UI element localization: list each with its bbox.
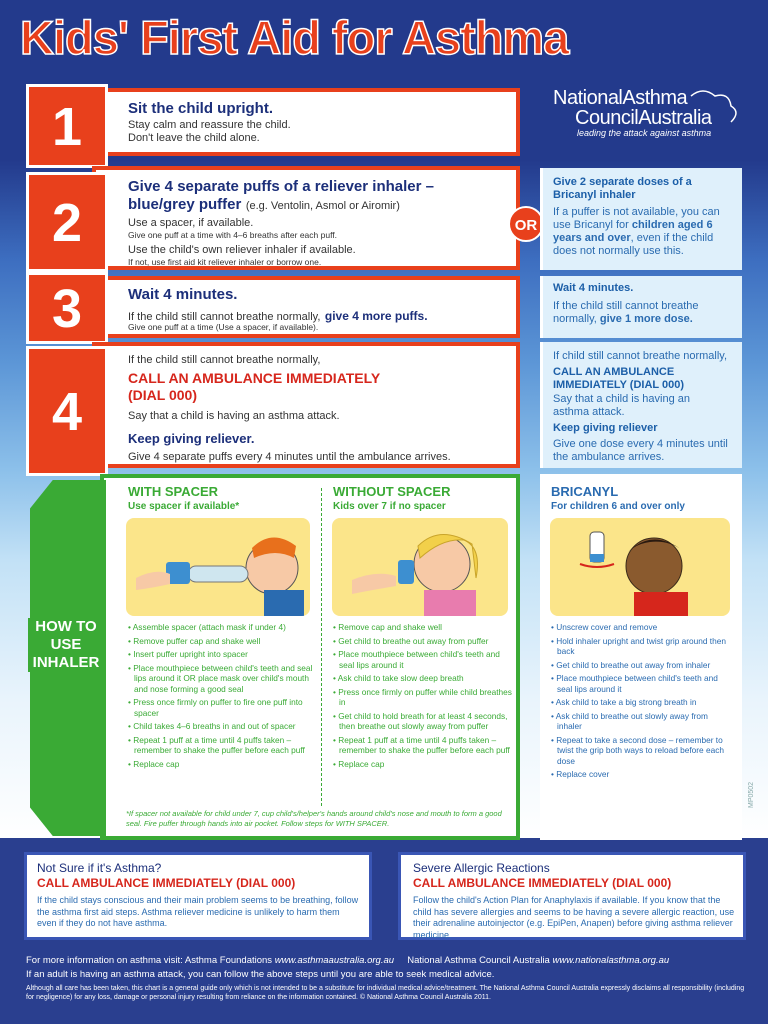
step-4-number: 4 — [26, 346, 108, 476]
info-line1 — [26, 955, 756, 967]
list-item: • Replace cover — [551, 769, 610, 779]
step-4-intro: If the child still cannot breathe normally, — [128, 354, 321, 366]
bricanyl-illustration — [550, 518, 730, 616]
side-s2-body-a: If a puffer is not available, you can use Bricanyl for — [553, 206, 720, 231]
list-item: • Get child to hold breath for at least 4 seconds, then breathe out slowly away from puffer — [333, 710, 508, 731]
spacer-sub: Use spacer if available* — [128, 501, 240, 512]
spacer-steps — [128, 622, 316, 772]
nospacer-illustration — [332, 518, 508, 616]
step-2-line2: Use the child's own reliever inhaler if available. — [128, 244, 356, 256]
list-item: • Press once firmly on puffer while child breathes in — [333, 686, 512, 707]
allergic-box — [398, 852, 746, 940]
list-item: • Repeat to take a second dose – remember to twist the grip both ways to reload before each dose — [551, 734, 724, 766]
step-3-number: 3 — [26, 272, 108, 344]
step-2-line1: Use a spacer, if available. — [128, 217, 254, 229]
spacer-heading: WITH SPACER — [128, 484, 219, 499]
spacer-illustration — [126, 518, 310, 616]
logo-line2: CouncilAustralia — [575, 107, 712, 129]
side-s2-body-c: , even if the child does not normally use this. — [553, 232, 714, 257]
list-item: • Replace cap — [333, 758, 385, 769]
column-divider — [321, 488, 322, 806]
list-item: • Ask child to breathe out slowly away from inhaler — [551, 710, 708, 731]
step-4-alert2: (DIAL 000) — [128, 387, 197, 403]
list-item: • Place mouthpiece between child's teeth and seal lips around it OR place mask over child's mouth and nose forming a good seal — [128, 662, 313, 694]
side-s2-body — [553, 206, 739, 258]
side-s4-head: Keep giving reliever — [553, 422, 658, 434]
step-1-line2: Don't leave the child alone. — [128, 132, 260, 144]
step-3-box — [92, 276, 520, 338]
step-1-heading: Sit the child upright. — [128, 100, 273, 117]
spacer-note: *If spacer not available for child under 7, cup child's/helper's hands around child's nose and mouth to form a good seal. Fire puffer through hands into air pocket. Follow steps for WITH SPACER. — [126, 809, 502, 828]
side-step-2 — [540, 168, 742, 270]
step-1-box — [92, 88, 520, 156]
list-item: • Get child to breathe out away from inhaler — [551, 659, 711, 670]
not-sure-body: If the child stays conscious and their main problem seems to be breathing, follow the asthma first aid steps. Asthma reliever medicine is unlikely to harm them even if they do not have asthma. — [37, 895, 359, 928]
list-item: • Hold inhaler upright and twist grip around then back — [551, 635, 726, 656]
allergic-alert: CALL AMBULANCE IMMEDIATELY (DIAL 000) — [413, 876, 672, 890]
national-asthma-link[interactable]: www.nationalasthma.org.au — [552, 955, 670, 966]
info-asthma-foundations: For more information on asthma visit: Asthma Foundations — [26, 955, 273, 966]
side-s3-body — [553, 300, 739, 326]
step-2-small1: Give one puff at a time with 4–6 breaths after each puff. — [128, 230, 338, 240]
asthma-australia-link[interactable]: www.asthmaaustralia.org.au — [274, 955, 395, 966]
list-item: • Child takes 4–6 breaths in and out of spacer — [128, 721, 296, 731]
side-s4-line2: Give one dose every 4 minutes until the ambulance arrives. — [553, 438, 728, 463]
list-item: • Ask child to take slow deep breath — [333, 673, 464, 683]
step-4-alert1: CALL AN AMBULANCE IMMEDIATELY — [128, 370, 381, 386]
bricanyl-steps — [551, 622, 733, 783]
logo-tagline: leading the attack against asthma — [577, 128, 712, 138]
page-title: Kids' First Aid for Asthma — [20, 11, 569, 64]
list-item: • Unscrew cover and remove — [551, 622, 658, 632]
step-4-line1: Say that a child is having an asthma attack. — [128, 410, 340, 422]
list-item: • Place mouthpiece between child's teeth and seal lips around it — [333, 649, 500, 670]
list-item: • Ask child to take a big strong breath in — [551, 697, 697, 707]
step-4-box — [92, 342, 520, 468]
step-2-small2: If not, use first aid kit reliever inhaler or borrow one. — [128, 257, 322, 267]
step-3-small: Give one puff at a time (Use a spacer, if available). — [128, 322, 319, 332]
step-2-box — [92, 166, 520, 270]
side-s4-intro: If child still cannot breathe normally, — [553, 350, 728, 362]
step-2-heading2: blue/grey puffer — [128, 196, 242, 213]
or-badge: OR — [508, 206, 544, 242]
step-3-line-b: give 4 more puffs. — [324, 309, 428, 323]
side-s3-head: Wait 4 minutes. — [553, 282, 634, 294]
side-step-4 — [540, 342, 742, 468]
info-line2: If an adult is having an asthma attack, you can follow the above steps until you are able to seek medical advice. — [26, 969, 495, 980]
side-step-3 — [540, 276, 742, 338]
bricanyl-heading: BRICANYL — [551, 484, 619, 499]
step-3-heading: Wait 4 minutes. — [128, 286, 238, 303]
step-1-number: 1 — [26, 84, 108, 168]
step-4-heading: Keep giving reliever. — [128, 431, 255, 446]
allergic-head: Severe Allergic Reactions — [413, 861, 550, 875]
print-code: MP0502 — [748, 781, 755, 808]
nospacer-sub: Kids over 7 if no spacer — [333, 501, 446, 512]
side-s4-line1: Say that a child is having an asthma attack. — [553, 393, 690, 418]
step-4-line2: Give 4 separate puffs every 4 minutes until the ambulance arrives. — [128, 451, 451, 463]
step-2-heading: Give 4 separate puffs of a reliever inhaler – — [128, 178, 434, 195]
logo — [553, 88, 753, 138]
list-item: • Assemble spacer (attach mask if under 4) — [128, 622, 286, 632]
cloud-logo-icon — [553, 88, 753, 136]
side-s4-alert: CALL AN AMBULANCE IMMEDIATELY (DIAL 000) — [553, 366, 685, 391]
side-s2-head: Give 2 separate doses of a Bricanyl inhaler — [553, 176, 692, 201]
side-s3-body-a: If the child still cannot breathe normally, — [553, 300, 699, 325]
list-item: • Insert puffer upright into spacer — [128, 649, 248, 659]
disclaimer: Although all care has been taken, this chart is a general guide only which is not intended to be a substitute for individual medical advice/treatment. The National Asthma Council Australia expressly disclaims all responsibility (including for negligence) for any loss, damage or personal injury resulting from reliance on the information contained. © National Asthma Council Australia 2011. — [26, 985, 745, 1001]
list-item: • Repeat 1 puff at a time until 4 puffs taken – remember to shake the puffer before each puff — [333, 734, 510, 755]
step-2-number: 2 — [26, 172, 108, 272]
logo-line1: NationalAsthma — [553, 87, 688, 109]
nospacer-heading: WITHOUT SPACER — [333, 484, 451, 499]
list-item: • Press once firmly on puffer to fire one puff into spacer — [128, 697, 303, 718]
info-nac: National Asthma Council Australia — [407, 955, 550, 966]
allergic-body: Follow the child's Action Plan for Anaphylaxis if available. If you know that the child has severe allergies and seems to be having a severe allergic reaction, use their adrenaline autoinjector (e.g. EpiPen, Anapen) before giving asthma reliever medicine. — [413, 895, 735, 940]
not-sure-box — [24, 852, 372, 940]
step-2-note: (e.g. Ventolin, Asmol or Airomir) — [245, 200, 400, 212]
how-to-label: HOW TO USE INHALER — [28, 618, 104, 672]
side-s2-body-b: children aged 6 years and over — [553, 219, 713, 244]
list-item: • Remove cap and shake well — [333, 622, 442, 632]
side-s3-body-b: give 1 more dose. — [599, 313, 693, 325]
list-item: • Repeat 1 puff at a time until 4 puffs taken – remember to shake the puffer before each puff — [128, 734, 305, 755]
list-item: • Replace cap — [128, 758, 180, 769]
not-sure-alert: CALL AMBULANCE IMMEDIATELY (DIAL 000) — [37, 876, 296, 890]
step-1-line1: Stay calm and reassure the child. — [128, 119, 291, 131]
nospacer-steps — [333, 622, 515, 772]
list-item: • Get child to breathe out away from puffer — [333, 635, 489, 646]
step-3-line-a: If the child still cannot breathe normally, — [128, 311, 321, 323]
list-item: • Place mouthpiece between child's teeth and seal lips around it — [551, 673, 718, 694]
not-sure-head: Not Sure if it's Asthma? — [37, 861, 162, 875]
list-item: • Remove puffer cap and shake well — [128, 635, 261, 646]
bricanyl-sub: For children 6 and over only — [551, 501, 685, 512]
